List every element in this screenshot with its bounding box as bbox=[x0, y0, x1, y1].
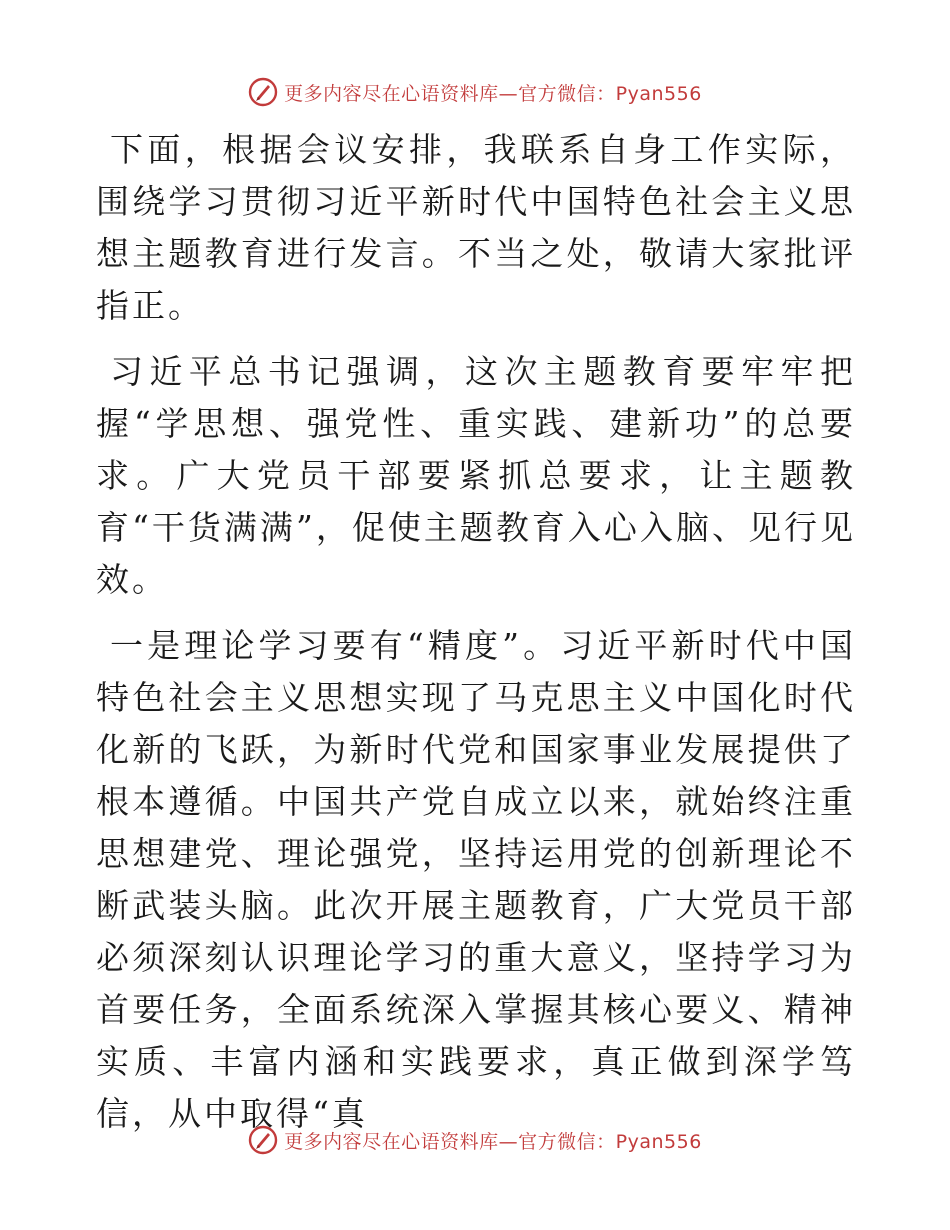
header-watermark-banner bbox=[0, 72, 950, 112]
footer-watermark-text: 更多内容尽在心语资料库—官方微信：Pyan556 bbox=[284, 1130, 702, 1153]
paragraph-intro: 下面，根据会议安排，我联系自身工作实际，围绕学习贯彻习近平新时代中国特色社会主义思想主题教育进行发言。不当之处，敬请大家批评指正。 bbox=[96, 130, 856, 325]
footer-watermark-banner bbox=[0, 1120, 950, 1160]
quill-logo-icon bbox=[248, 77, 278, 107]
paragraph-requirements: 习近平总书记强调，这次主题教育要牢牢把握“学思想、强党性、重实践、建新功”的总要求。广大党员干部要紧抓总要求，让主题教育“干货满满”，促使主题教育入心入脑、见行见效。 bbox=[96, 352, 856, 599]
document-body bbox=[96, 124, 856, 1154]
paragraph-theory-study: 一是理论学习要有“精度”。习近平新时代中国特色社会主义思想实现了马克思主义中国化时代化新的飞跃，为新时代党和国家事业发展提供了根本遵循。中国共产党自成立以来，就始终注重思想建党、理论强党，坚持运用党的创新理论不断武装头脑。此次开展主题教育，广大党员干部必须深刻认识理论学习的重大意义，坚持学习为首要任务，全面系统深入掌握其核心要义、精神实质、丰富内涵和实践要求，真正做到深学笃信，从中取得“真 bbox=[96, 626, 856, 1133]
header-watermark-text: 更多内容尽在心语资料库—官方微信：Pyan556 bbox=[284, 82, 702, 105]
quill-logo-icon bbox=[248, 1125, 278, 1155]
